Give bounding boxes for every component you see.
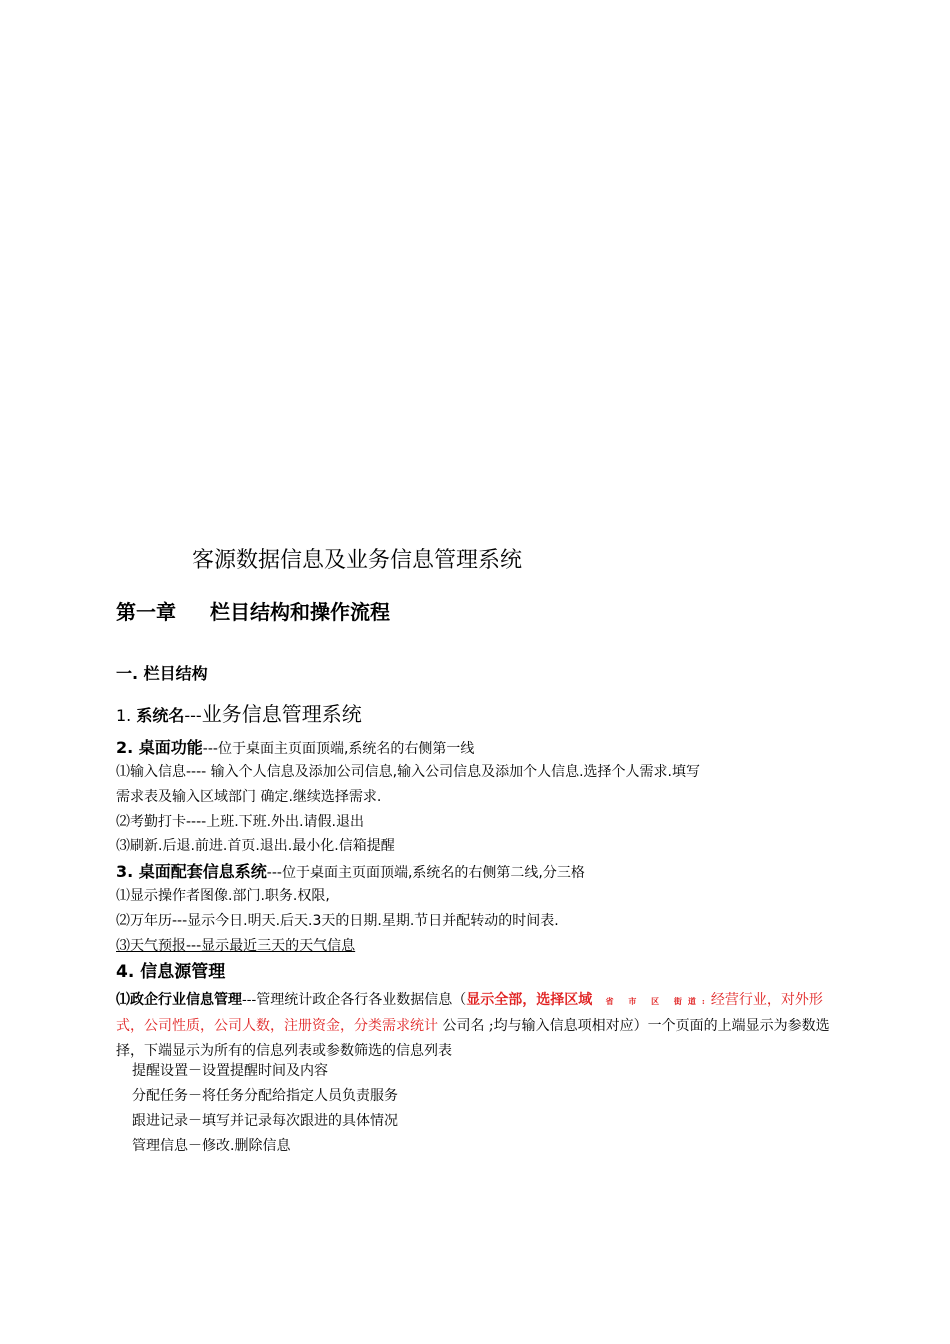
chapter-number: 第一章 <box>116 600 176 624</box>
chapter-heading <box>116 600 390 624</box>
section-heading: 一. 栏目结构 <box>116 664 208 683</box>
item1-value: 业务信息管理系统 <box>201 702 362 726</box>
item3-line-3: ⑶天气预报---显示最近三天的天气信息 <box>116 938 356 954</box>
item2-heading: 2. 桌面功能---位于桌面主页面顶端,系统名的右侧第一线 <box>116 738 475 757</box>
item4-heading: 4. 信息源管理 <box>116 962 226 982</box>
doc-title: 客源数据信息及业务信息管理系统 <box>192 548 523 573</box>
item4-sub-1: 提醒设置－设置提醒时间及内容 <box>132 1063 328 1079</box>
item4-sub-2: 分配任务－将任务分配给指定人员负责服务 <box>132 1088 398 1104</box>
item2-line-2: 需求表及输入区域部门 确定.继续选择需求. <box>116 789 382 805</box>
item2-line-4: ⑶刷新.后退.前进.首页.退出.最小化.信箱提醒 <box>116 838 395 854</box>
item4-paragraph: ⑴政企行业信息管理---管理统计政企各行各业数据信息（显示全部，选择区域 省 市 区 街道:经营行业，对外形式，公司性质，公司人数，注册资金，分类需求统计 公司名 ;均与输入信息项相对应）一个页面的上端显示为参数选择，下端显示为所有的信息列表或参数筛选的信息列表 <box>116 992 830 1059</box>
item2-line-3: ⑵考勤打卡----上班.下班.外出.请假.退出 <box>116 814 365 830</box>
item2-line-1: ⑴输入信息---- 输入个人信息及添加公司信息,输入公司信息及添加个人信息.选择个人需求.填写 <box>116 764 701 780</box>
item4-sub-3: 跟进记录－填写并记录每次跟进的具体情况 <box>132 1113 398 1129</box>
item4-sub-4: 管理信息－修改.删除信息 <box>132 1138 291 1154</box>
chapter-title: 栏目结构和操作流程 <box>210 600 390 624</box>
item3-line-2: ⑵万年历---显示今日.明天.后天.3天的日期.星期.节日并配转动的时间表. <box>116 913 559 929</box>
item3-heading: 3. 桌面配套信息系统---位于桌面主页面顶端,系统名的右侧第二线,分三格 <box>116 862 585 881</box>
item1-system-name: 1. 系统名---业务信息管理系统 <box>116 702 362 726</box>
item3-line-1: ⑴显示操作者图像.部门.职务.权限, <box>116 888 330 904</box>
item1-label: 系统名 <box>136 706 185 725</box>
